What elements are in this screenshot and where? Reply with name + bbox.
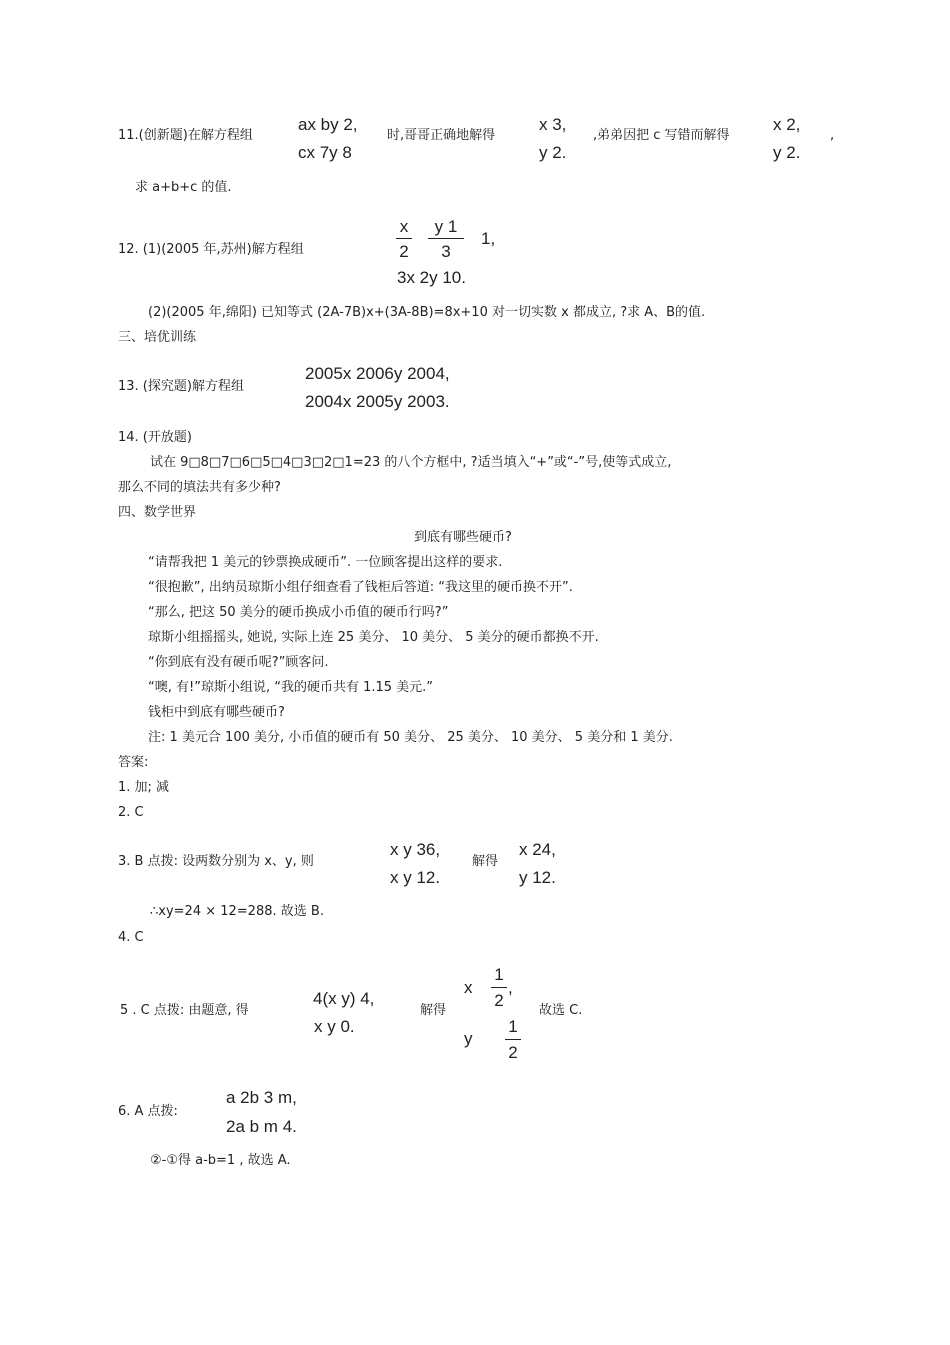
q11-system-row2: cx 7y 8: [298, 143, 352, 162]
answer-2: 2. C: [118, 805, 144, 820]
q12-part2: (2)(2005 年,绵阳) 已知等式 (2A-7B)x+(3A-8B)=8x+10 对一切实数 x 都成立, ?求 A、B的值.: [148, 305, 706, 320]
answer-3-middle: 解得: [472, 854, 499, 869]
story-line: 琼斯小组摇摇头, 她说, 实际上连 25 美分、 10 美分、 5 美分的硬币都换不开.: [148, 630, 599, 645]
q11-solution2-row1: x 2,: [773, 115, 801, 134]
q12-fraction1-numerator: x: [399, 217, 409, 236]
q12-fraction2-bar: [428, 238, 464, 239]
q11-question: 求 a+b+c 的值.: [135, 180, 232, 195]
answer-5-fraction1-numerator: 1: [494, 965, 504, 984]
answer-5-comma: ,: [508, 978, 513, 997]
q14-line1: 试在 9□8□7□6□5□4□3□2□1=23 的八个方框中, ?适当填入“+”或“-”号,使等式成立,: [150, 455, 672, 470]
q12-fraction1-bar: [396, 238, 412, 239]
q11-label: 11.(创新题)在解方程组: [118, 128, 253, 143]
answer-5-fraction2-denominator: 2: [508, 1043, 518, 1062]
q11-system-row1: ax by 2,: [298, 115, 358, 134]
story-line: 钱柜中到底有哪些硬币?: [148, 705, 285, 720]
answer-6-system-row1: a 2b 3 m,: [226, 1088, 297, 1107]
story-note: 注: 1 美元合 100 美分, 小币值的硬币有 50 美分、 25 美分、 10 美分、 5 美分和 1 美分.: [148, 730, 673, 745]
story-title: 到底有哪些硬币?: [414, 530, 512, 545]
q12-fraction1-denominator: 2: [399, 242, 409, 261]
answer-5-fraction1-bar: [491, 987, 507, 988]
story-line: “你到底有没有硬币呢?”顾客问.: [148, 655, 329, 670]
answer-6-label: 6. A 点拨:: [118, 1104, 178, 1119]
story-line: “那么, 把这 50 美分的硬币换成小币值的硬币行吗?”: [148, 605, 449, 620]
answer-5-system-row1: 4(x y) 4,: [313, 989, 375, 1008]
answer-3-solution-row1: x 24,: [519, 840, 556, 859]
answer-4: 4. C: [118, 930, 144, 945]
answer-5-label: 5 . C 点拨: 由题意, 得: [120, 1003, 249, 1018]
answer-5-fraction2-numerator: 1: [508, 1017, 518, 1036]
q13-system-row1: 2005x 2006y 2004,: [305, 364, 450, 383]
answer-5-system-row2: x y 0.: [314, 1017, 355, 1036]
q11-tail: ,: [830, 128, 835, 143]
q14-line2: 那么不同的填法共有多少种?: [118, 480, 281, 495]
answer-6-system-row2: 2a b m 4.: [226, 1117, 297, 1136]
q11-solution1-row1: x 3,: [539, 115, 567, 134]
answer-5-fraction2-bar: [505, 1039, 521, 1040]
answer-3-label: 3. B 点拨: 设两数分别为 x、y, 则: [118, 854, 314, 869]
q12-equation1-rhs: 1,: [481, 229, 496, 248]
section-4-heading: 四、数学世界: [118, 505, 197, 520]
q11-middle-text: 时,哥哥正确地解得: [387, 128, 496, 143]
section-3-heading: 三、培优训练: [118, 330, 197, 345]
answers-heading: 答案:: [118, 755, 149, 770]
story-line: “噢, 有!”琼斯小组说, “我的硬币共有 1.15 美元.”: [148, 680, 434, 695]
q11-middle-text-2: ,弟弟因把 c 写错而解得: [593, 128, 730, 143]
answer-5-y: y: [464, 1029, 473, 1048]
answer-5-middle: 解得: [420, 1003, 447, 1018]
story-line: “请帮我把 1 美元的钞票换成硬币”. 一位顾客提出这样的要求.: [148, 555, 503, 570]
answer-6-conclusion: ②-①得 a-b=1 , 故选 A.: [150, 1153, 291, 1168]
answer-3-solution-row2: y 12.: [519, 868, 556, 887]
q12-fraction2-numerator: y 1: [434, 217, 458, 236]
answer-3-system-row2: x y 12.: [390, 868, 441, 887]
answer-5-fraction1-denominator: 2: [494, 991, 504, 1010]
q12-equation2: 3x 2y 10.: [397, 268, 466, 287]
story-line: “很抱歉”, 出纳员琼斯小组仔细查看了钱柜后答道: “我这里的硬币换不开”.: [148, 580, 573, 595]
q13-system-row2: 2004x 2005y 2003.: [305, 392, 450, 411]
q13-label: 13. (探究题)解方程组: [118, 379, 244, 394]
q11-solution2-row2: y 2.: [773, 143, 801, 162]
answer-5-x: x: [464, 978, 473, 997]
q14-label: 14. (开放题): [118, 430, 192, 445]
answer-5-conclusion: 故选 C.: [539, 1003, 583, 1018]
answer-1: 1. 加; 减: [118, 780, 170, 795]
q12-fraction2-denominator: 3: [441, 242, 451, 261]
answer-3-system-row1: x y 36,: [390, 840, 441, 859]
q11-solution1-row2: y 2.: [539, 143, 567, 162]
answer-3-conclusion: ∴xy=24 × 12=288. 故选 B.: [150, 904, 324, 919]
q12-label: 12. (1)(2005 年,苏州)解方程组: [118, 242, 304, 257]
